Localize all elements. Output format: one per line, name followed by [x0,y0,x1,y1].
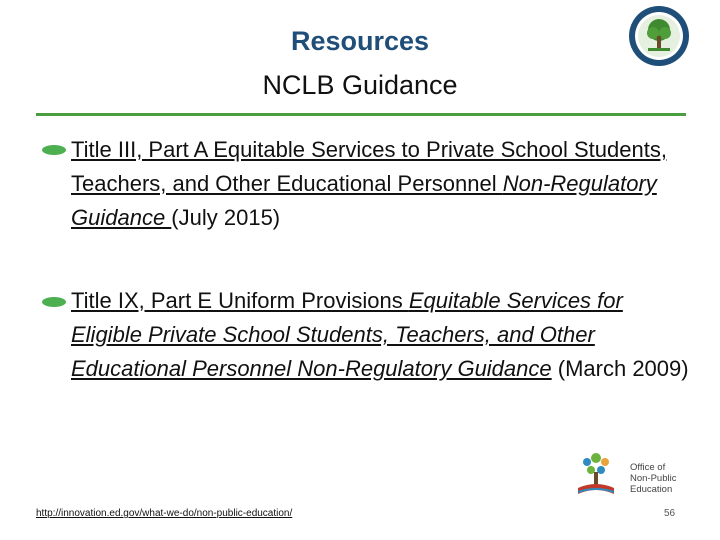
resource-link-1-text: Title III, Part A Equitable Services to Private School Students, Teachers, and Other Educational Personnel [71,137,667,196]
resource-item-1 [71,133,691,235]
slide-title: Resources [290,26,430,56]
bullet-1-icon [42,145,66,155]
resource-link-1[interactable] [71,137,667,230]
department-seal-icon [628,5,690,67]
resource-link-2-italic: Equitable Services for Eligible Private School Students, Teachers, and Other Educational Personnel Non-Regulatory Guidance [71,288,623,381]
footer-url-link[interactable]: http://innovation.ed.gov/what-we-do/non-public-education/ [36,508,293,519]
logo-line-3: Education [630,484,673,495]
resource-date-1: (July 2015) [171,205,281,230]
bullet-2-icon [42,297,66,307]
logo-line-2: Non-Public [630,473,677,484]
resource-link-1-italic: Non-Regulatory Guidance [71,171,657,230]
resource-link-2-text: Title IX, Part E Uniform Provisions [71,288,409,313]
resource-item-2 [71,284,691,386]
slide-subtitle: NCLB Guidance [262,70,458,100]
logo-text [630,462,690,495]
title-divider [36,113,686,116]
resource-link-2[interactable] [71,288,623,381]
page-number: 56 [664,508,676,519]
logo-line-1: Office of [630,462,666,473]
resource-date-2: (March 2009) [551,356,689,381]
